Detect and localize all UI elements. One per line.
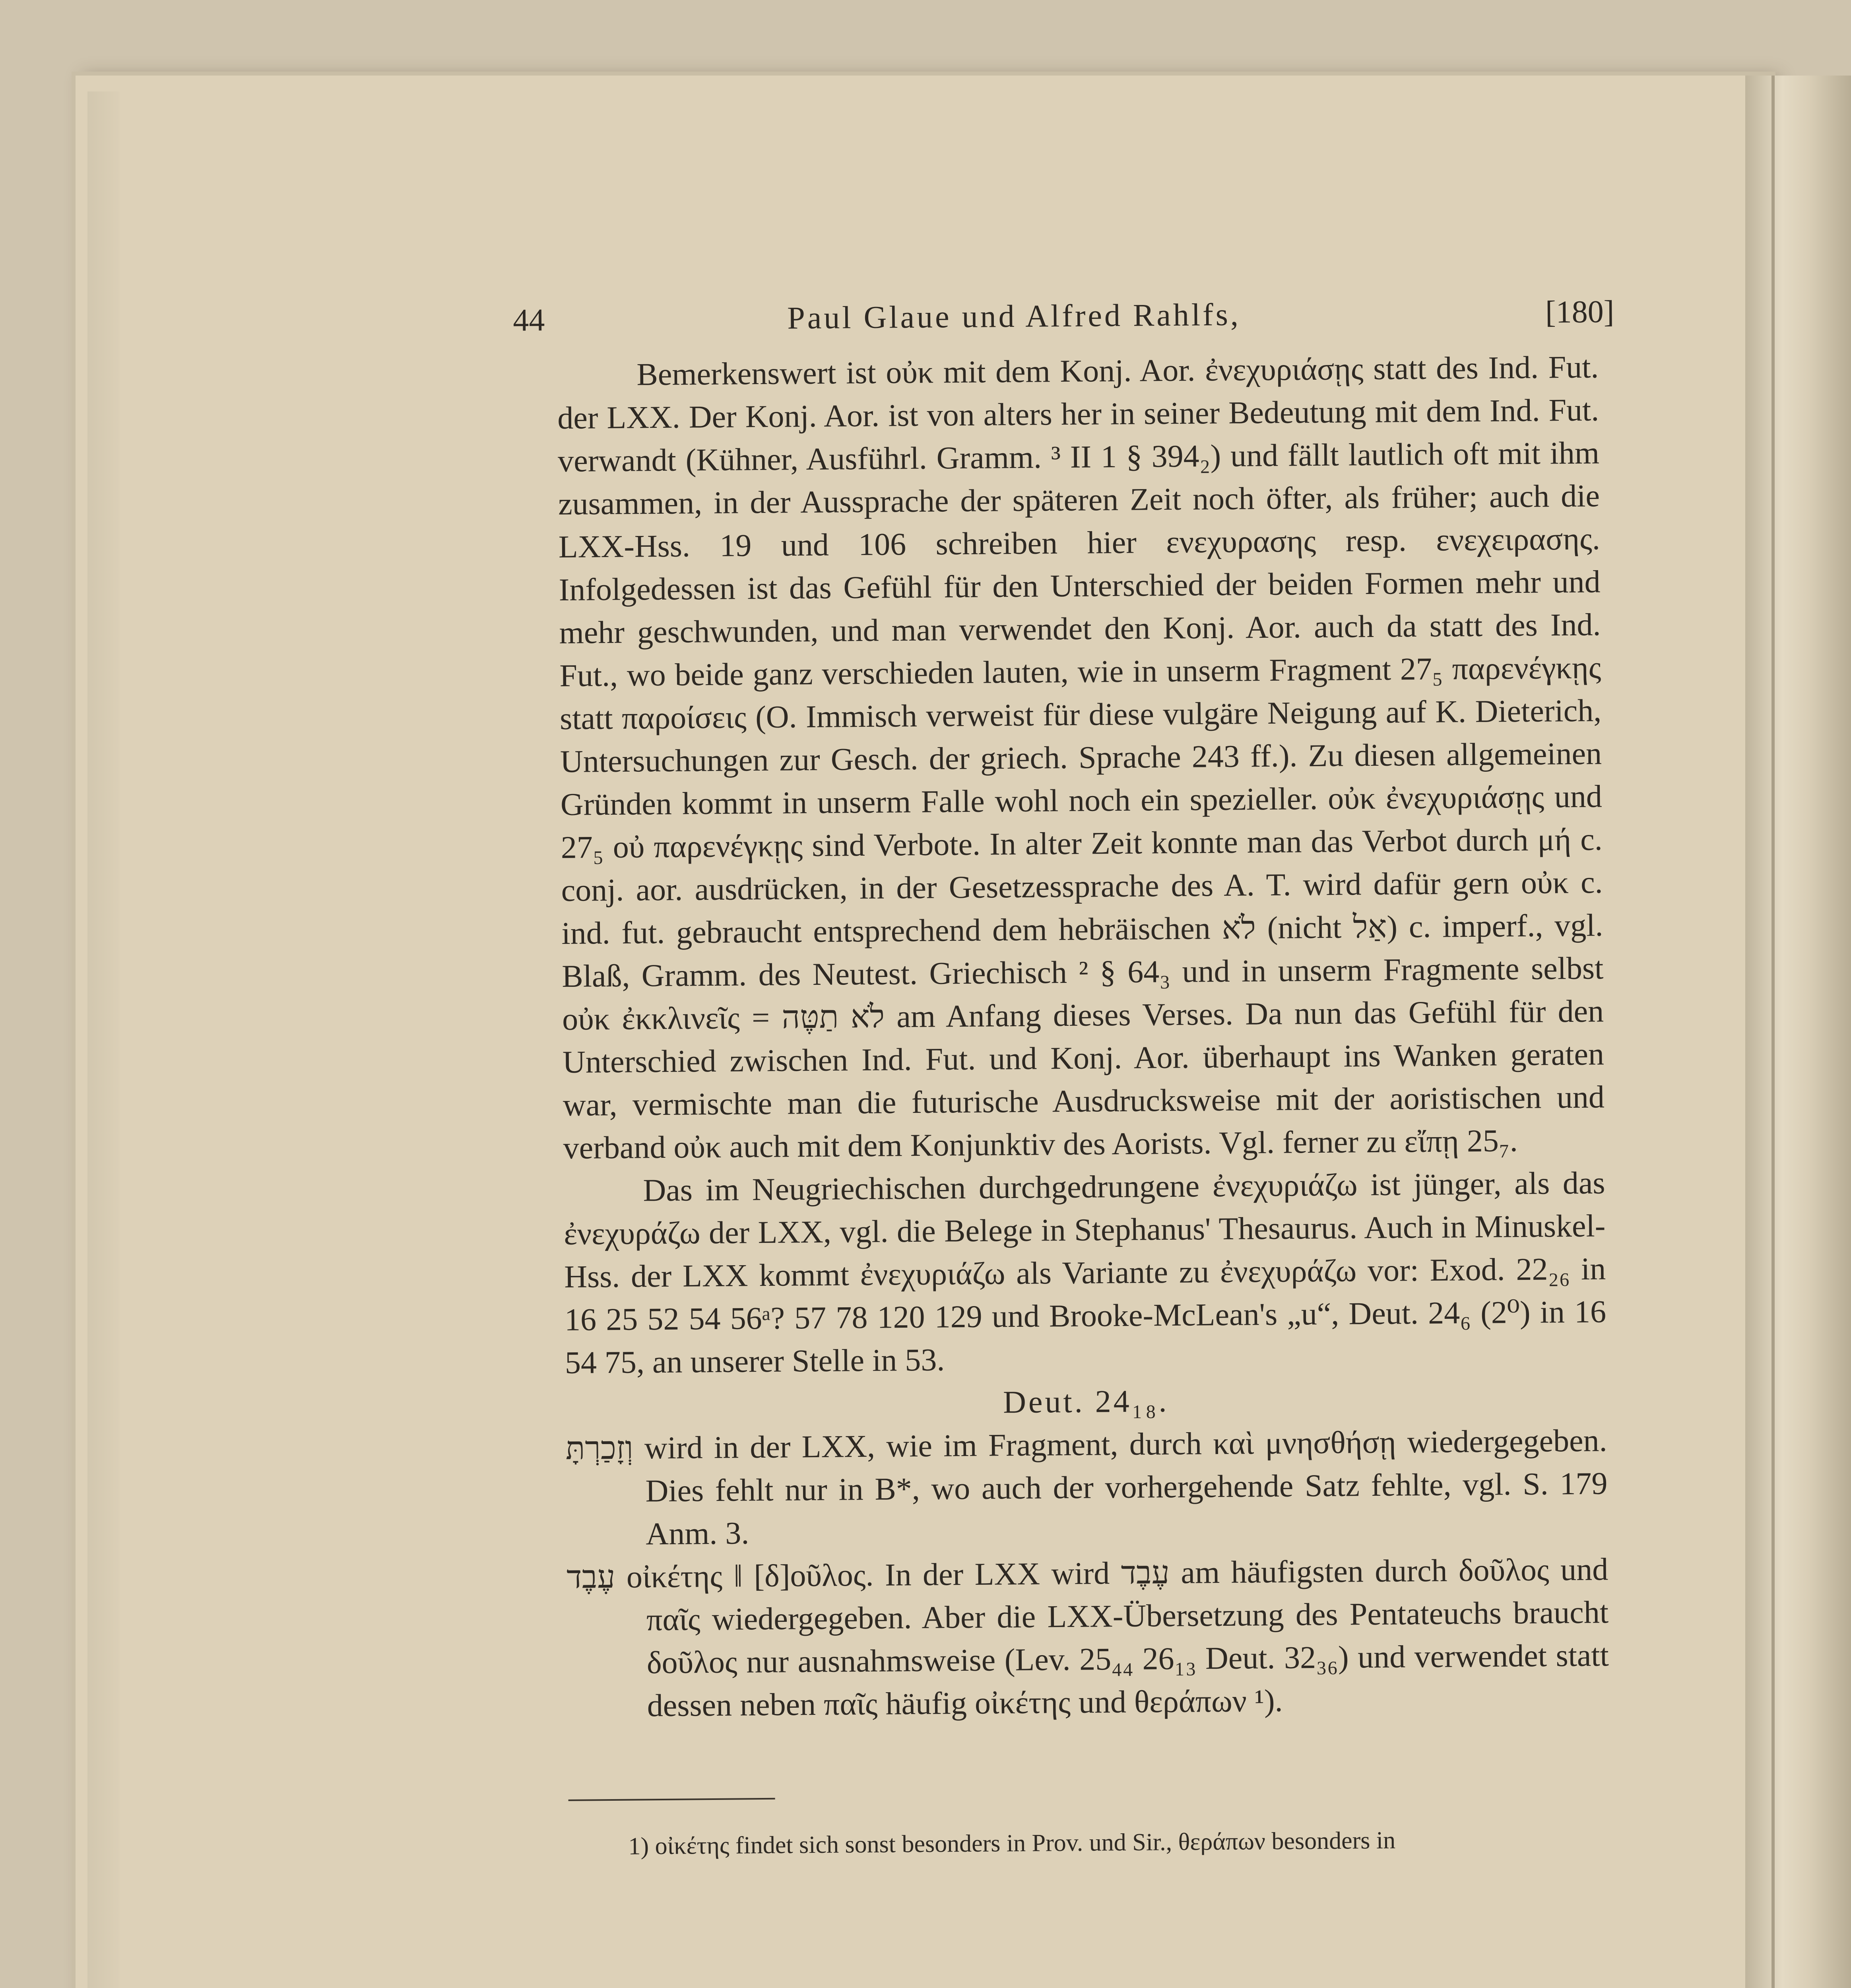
running-title: Paul Glaue und Alfred Rahlfs,: [787, 297, 1241, 336]
entry-ebed: עֶבֶד οἰκέτης ‖ [δ]οῦλος. In der LXX wird עֶבֶד am häufigsten durch δοῦλος und παῖς wiedergegeben. Aber die LXX-Übersetzung des Pentateuchs braucht δοῦλος nur ausnahmsweise (Lev. 25₄₄ 26₁₃ Deut. 32₃₆) und verwendet statt dessen neben παῖς häufig οἰκέτης und θεράπων ¹).: [566, 1552, 1609, 1724]
paragraph-2: Das im Neugriechischen durchgedrungene ἐνεχυριάζω ist jünger, als das ἐνεχυράζω der LXX, vgl. die Belege in Stephanus' Thesaurus. Auch in Minuskel-Hss. der LXX kommt ἐνεχυριάζω als Variante zu ἐνεχυράζω vor: Exod. 22₂₆ in 16 25 52 54 56ᵃ? 57 78 120 129 und Brooke-McLean's „u“, Deut. 24₆ (2⁰) in 16 54 75, an unserer Stelle in 53.: [564, 1165, 1607, 1380]
page-margin: [87, 91, 119, 1988]
page-number: 44: [513, 303, 545, 338]
text-block: [513, 294, 1614, 1864]
book-spine: [1745, 76, 1851, 1988]
spine-edge: [1771, 76, 1775, 1988]
paragraph-1: Bemerkenswert ist οὐκ mit dem Konj. Aor. ἐνεχυριάσῃς statt des Ind. Fut. der LXX. Der Konj. Aor. ist von alters her in seiner Bedeutung mit dem Ind. Fut. verwandt (Kühner, Ausführl. Gramm. ³ II 1 § 394₂) und fällt lautlich oft mit ihm zusammen, in der Aussprache der späteren Zeit noch öfter, als früher; auch die LXX-Hss. 19 und 106 schreiben hier ενεχυρασης resp. ενεχειρασης. Infolgedessen ist das Gefühl für den Unterschied der beiden Formen mehr und mehr geschwunden, und man verwendet den Konj. Aor. auch da statt des Ind. Fut., wo beide ganz verschieden lauten, wie in unserm Fragment 27₅ παρενέγκῃς statt παροίσεις (O. Immisch verweist für diese vulgäre Neigung auf K. Dieterich, Untersuchungen zur Gesch. der griech. Sprache 243 ff.). Zu diesen allgemeinen Gründen kommt in unserm Falle wohl noch ein spezieller. οὐκ ἐνεχυριάσῃς und 27₅ οὐ παρενέγκῃς sind Verbote. In alter Zeit konnte man das Verbot durch μή c. conj. aor. ausdrücken, in der Gesetzessprache des A. T. wird dafür gern οὐκ c. ind. fut. gebraucht entsprechend dem hebräischen לֹא (nicht אַל) c. imperf., vgl. Blaß, Gramm. des Neutest. Griechisch ² § 64₃ und in unserm Fragmente selbst οὐκ ἐκκλινεῖς = לֹא תַטֶּה am Anfang dieses Verses. Da nun das Gefühl für den Unterschied zwischen Ind. Fut. und Konj. Aor. überhaupt ins Wanken geraten war, vermischte man die futurische Ausdrucksweise mit der aoristischen und verband οὐκ auch mit dem Konjunktiv des Aorists. Vgl. ferner zu εἴπῃ 25₇.: [557, 349, 1605, 1166]
footnote-1: 1) οἰκέτης findet sich sonst besonders in Prov. und Sir., θεράπων besonders in: [628, 1827, 1396, 1860]
section-heading: Deut. 24₁₈.: [1003, 1383, 1169, 1420]
footnote-rule: [568, 1798, 775, 1801]
entry-zakharta: וְזָכַרְתָּ wird in der LXX, wie im Fragment, durch καὶ μνησθήσῃ wiedergegeben. Dies fehlt nur in B*, wo auch der vorhergehende Satz fehlte, vgl. S. 179 Anm. 3.: [565, 1423, 1608, 1552]
running-header: [513, 294, 1614, 354]
section-number: [180]: [1545, 294, 1614, 330]
